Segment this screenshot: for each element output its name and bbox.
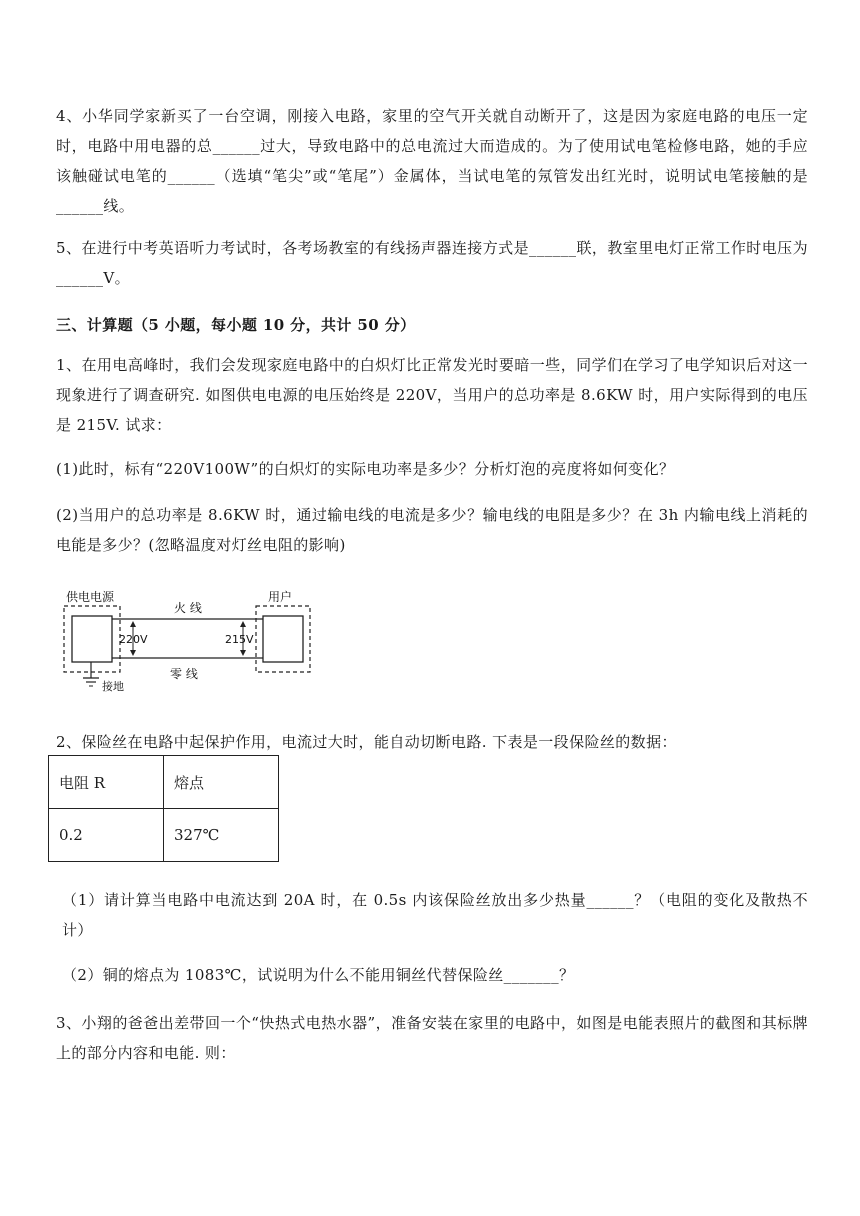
calc-question-2-stem: 2、保险丝在电路中起保护作用，电流过大时，能自动切断电路. 下表是一段保险丝的数据： xyxy=(56,733,677,751)
neutral-wire-label: 零 线 xyxy=(170,667,198,681)
source-label: 供电电源 xyxy=(66,590,115,604)
question-5: 5、在进行中考英语听力考试时，各考场教室的有线扬声器连接方式是______联，教室里电灯正常工作时电压为______V。 xyxy=(56,239,808,287)
power-supply-circuit-figure xyxy=(58,586,328,696)
calc-question-1-part-1: (1)此时，标有“220V100W”的白炽灯的实际电功率是多少？分析灯泡的亮度将如何变化？ xyxy=(56,460,675,478)
calc-question-2-part-1: （1）请计算当电路中电流达到 20A 时，在 0.5s 内该保险丝放出多少热量______？（电阻的变化及散热不计） xyxy=(62,891,808,939)
ground-label: 接地 xyxy=(102,680,124,693)
live-wire-label: 火 线 xyxy=(174,601,202,615)
calc-question-1-stem: 1、在用电高峰时，我们会发现家庭电路中的白炽灯比正常发光时要暗一些，同学们在学习了电学知识后对这一现象进行了调查研究. 如图供电电源的电压始终是 220V，当用户的总功率是 8.6KW 时，用户实际得到的电压是 215V. 试求： xyxy=(56,356,808,434)
section-heading: 三、计算题（5 小题，每小题 10 分，共计 50 分） xyxy=(56,316,416,334)
source-box xyxy=(72,616,112,662)
table-row xyxy=(49,756,279,809)
table-header-melting-point: 熔点 xyxy=(164,756,279,809)
table-row xyxy=(49,809,279,862)
user-voltage-label: 215V xyxy=(225,633,254,646)
question-4: 4、小华同学家新买了一台空调，刚接入电路，家里的空气开关就自动断开了，这是因为家庭电路的电压一定时，电路中用电器的总______过大，导致电路中的总电流过大而造成的。为了使用试电笔检修电路，她的手应该触碰试电笔的______（选填“笔尖”或“笔尾”）金属体，当试电笔的氖管发出红光时，说明试电笔接触的是______线。 xyxy=(56,107,808,215)
table-header-resistance: 电阻 R xyxy=(49,756,164,809)
table-cell-resistance: 0.2 xyxy=(49,809,164,862)
source-voltage-label: 220V xyxy=(119,633,148,646)
user-label: 用户 xyxy=(268,590,293,604)
fuse-data-table xyxy=(48,755,279,862)
calc-question-1-part-2: (2)当用户的总功率是 8.6KW 时，通过输电线的电流是多少？输电线的电阻是多少？在 3h 内输电线上消耗的电能是多少？(忽略温度对灯丝电阻的影响) xyxy=(56,506,808,554)
table-cell-melting-point: 327℃ xyxy=(164,809,279,862)
user-box xyxy=(263,616,303,662)
calc-question-2-part-2: （2）铜的熔点为 1083℃，试说明为什么不能用铜丝代替保险丝_______？ xyxy=(62,966,575,984)
calc-question-3-stem: 3、小翔的爸爸出差带回一个“快热式电热水器”，准备安装在家里的电路中，如图是电能表照片的截图和其标牌上的部分内容和电能. 则： xyxy=(56,1014,808,1062)
